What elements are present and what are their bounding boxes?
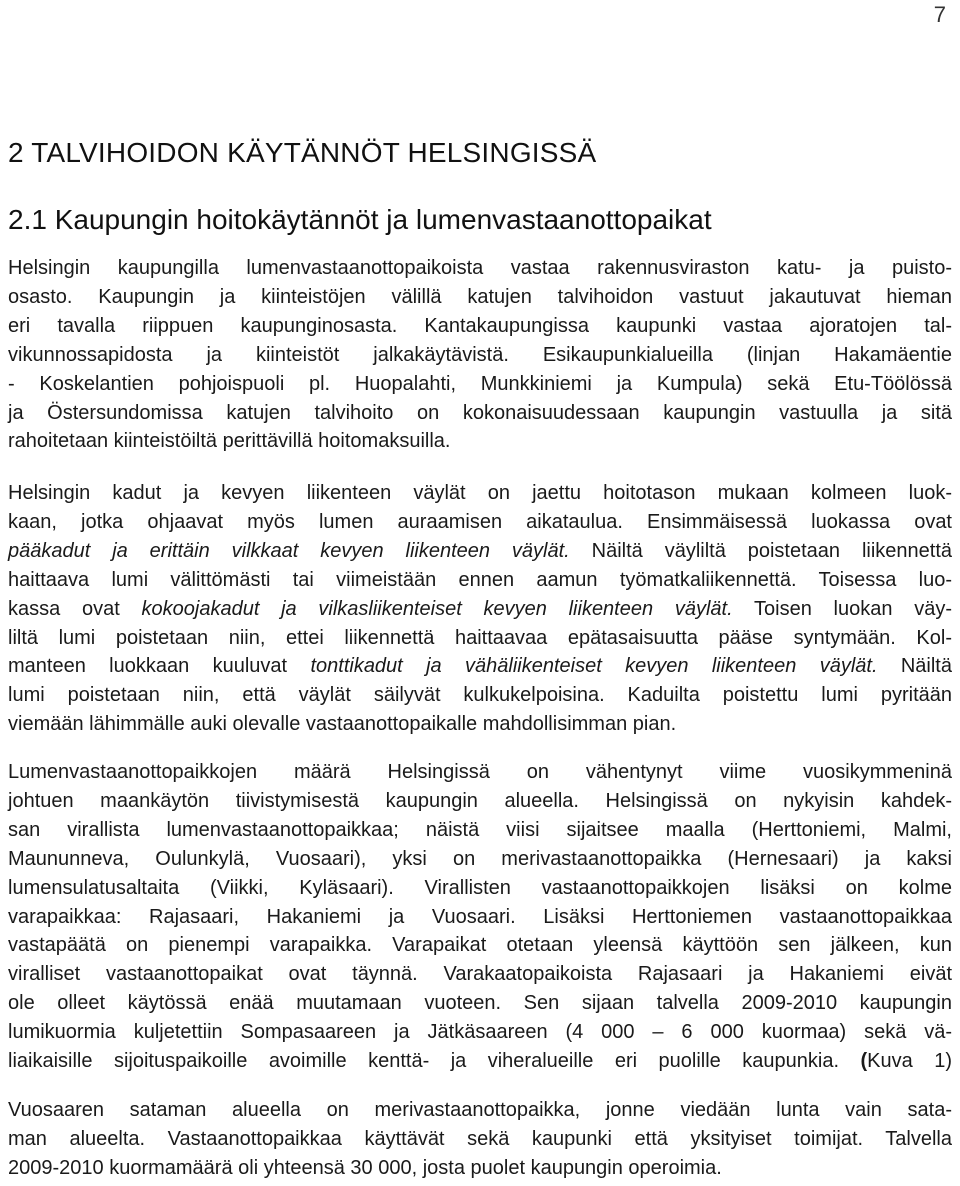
text-line: kaan, jotka ohjaavat myös lumen auraamisen aikataulua. Ensimmäisessä luokassa ovat xyxy=(8,510,952,533)
text-span: Näiltä väyliltä poistetaan liikennettä xyxy=(569,539,952,562)
text-line: lumensulatusaltaita (Viikki, Kyläsaari). Virallisten vastaanottopaikkojen lisäksi on kolme xyxy=(8,876,952,899)
text-line: varapaikkaa: Rajasaari, Hakaniemi ja Vuosaari. Lisäksi Herttoniemen vastaanottopaikkaa xyxy=(8,905,952,928)
text-span: Toisen luokan väy- xyxy=(732,597,952,620)
text-line: Helsingin kaupungilla lumenvastaanottopaikoista vastaa rakennusviraston katu- ja puisto- xyxy=(8,257,952,279)
class-3-term: tonttikadut ja vähäliikenteiset kevyen liikenteen väylät. xyxy=(310,655,878,678)
paragraph-reception-sites xyxy=(8,758,952,1076)
text-line: vikunnossapidosta ja kiinteistöt jalkakäytävistä. Esikaupunkialueilla (linjan Hakamäentie xyxy=(8,343,952,366)
text-line: rahoitetaan kiinteistöiltä perittävillä hoitomaksuilla. xyxy=(8,430,451,453)
text-line xyxy=(8,595,952,624)
class-1-term: pääkadut ja erittäin vilkkaat kevyen liikenteen väylät. xyxy=(8,539,570,562)
text-line: liltä lumi poistetaan niin, ettei liikennettä haittaavaa epätasaisuutta pääse syntymään. Kol- xyxy=(8,626,952,649)
figure-reference-paren: ( xyxy=(860,1050,868,1073)
text-line xyxy=(8,1047,952,1076)
text-line: haittaava lumi välittömästi tai viimeistään ennen aamun työmatkaliikennettä. Toisessa luo- xyxy=(8,568,952,591)
text-span: manteen luokkaan kuuluvat xyxy=(8,655,311,678)
text-line: 2009-2010 kuormamäärä oli yhteensä 30 000, josta puolet kaupungin operoimia. xyxy=(8,1156,722,1179)
text-line: lumi poistetaan niin, että väylät säilyvät kulkukelpoisina. Kaduilta poistettu lumi pyritään xyxy=(8,684,952,707)
text-line: man alueelta. Vastaanottopaikkaa käyttävät sekä kaupunki että yksityiset toimijat. Talvella xyxy=(8,1127,952,1150)
text-line: osasto. Kaupungin ja kiinteistöjen välillä katujen talvihoidon vastuut jakautuvat hieman xyxy=(8,285,952,308)
text-line: lumikuormia kuljetettiin Sompasaareen ja Jätkäsaareen (4 000 – 6 000 kuormaa) sekä vä- xyxy=(8,1021,952,1044)
text-line: Maununneva, Oulunkylä, Vuosaari), yksi on merivastaanottopaikka (Hernesaari) ja kaksi xyxy=(8,847,952,870)
figure-reference: Kuva 1) xyxy=(867,1050,952,1073)
section-heading: 2.1 Kaupungin hoitokäytännöt ja lumenvastaanottopaikat xyxy=(8,204,712,235)
text-span: liaikaisille sijoituspaikoille avoimille kenttä- ja viheralueille eri puolille kaupunkia. xyxy=(8,1050,861,1073)
text-line: Vuosaaren sataman alueella on merivastaanottopaikka, jonne viedään lunta vain sata- xyxy=(8,1099,952,1121)
text-line: eri tavalla riippuen kaupunginosasta. Kantakaupungissa kaupunki vastaa ajoratojen tal- xyxy=(8,314,952,337)
text-line: viemään lähimmälle auki olevalle vastaanottopaikalle mahdollisimman pian. xyxy=(8,713,677,736)
text-line: - Koskelantien pohjoispuoli pl. Huopalahti, Munkkiniemi ja Kumpula) sekä Etu-Töölössä xyxy=(8,372,952,395)
page-number: 7 xyxy=(933,2,946,27)
class-2-term: kokoojakadut ja vilkasliikenteiset kevyen liikenteen väylät. xyxy=(141,597,733,620)
paragraph-responsibilities xyxy=(8,254,952,456)
text-line: san virallista lumenvastaanottopaikkaa; näistä viisi sijaitsee maalla (Herttoniemi, Malmi, xyxy=(8,818,952,841)
text-line: ole olleet käytössä enää muutamaan vuoteen. Sen sijaan talvella 2009-2010 kaupungin xyxy=(8,992,952,1015)
text-line: Lumenvastaanottopaikkojen määrä Helsingissä on vähentynyt viime vuosikymmeninä xyxy=(8,761,952,783)
text-line: vastapäätä on pienempi varapaikka. Varapaikat otetaan yleensä käyttöön sen jälkeen, kun xyxy=(8,934,952,957)
text-line xyxy=(8,537,952,566)
chapter-heading: 2 TALVIHOIDON KÄYTÄNNÖT HELSINGISSÄ xyxy=(8,137,597,168)
paragraph-vuosaari-harbour xyxy=(8,1096,952,1183)
text-line: viralliset vastaanottopaikat ovat täynnä. Varakaatopaikoista Rajasaari ja Hakaniemi eivät xyxy=(8,963,952,986)
text-line: johtuen maankäytön tiivistymisestä kaupungin alueella. Helsingissä on nykyisin kahdek- xyxy=(8,789,952,812)
text-line xyxy=(8,652,952,681)
text-line: Helsingin kadut ja kevyen liikenteen väylät on jaettu hoitotason mukaan kolmeen luok- xyxy=(8,482,952,504)
text-span: Näiltä xyxy=(877,655,952,678)
paragraph-maintenance-classes xyxy=(8,479,952,739)
text-span: kassa ovat xyxy=(8,597,142,620)
text-line: ja Östersundomissa katujen talvihoito on kokonaisuudessaan kaupungin vastuulla ja sitä xyxy=(8,401,952,424)
